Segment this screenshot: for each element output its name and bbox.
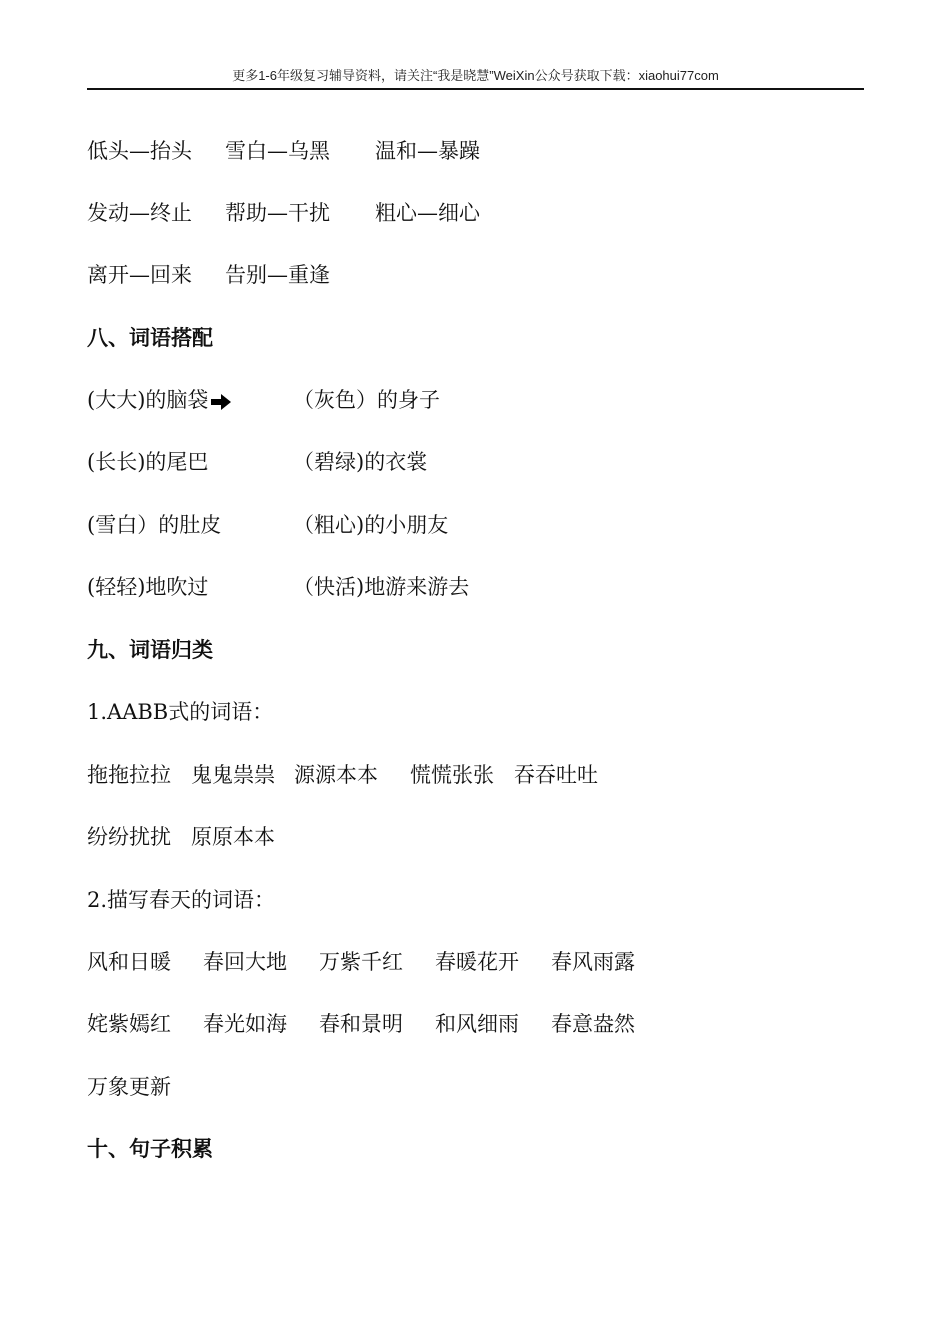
word: 春风雨露 xyxy=(551,950,635,974)
antonym-row xyxy=(87,199,480,227)
matching-row xyxy=(87,448,427,476)
matching-right: （灰色）的身子 xyxy=(293,388,440,412)
word: 春意盎然 xyxy=(551,1012,635,1036)
word: 吞吞吐吐 xyxy=(514,763,598,787)
matching-row xyxy=(87,511,448,539)
word: 春回大地 xyxy=(203,950,287,974)
word-row xyxy=(87,823,275,851)
word: 拖拖拉拉 xyxy=(87,763,171,787)
matching-left: (大大)的脑袋 xyxy=(87,386,293,414)
antonym-row xyxy=(87,261,330,289)
matching-left: (长长)的尾巴 xyxy=(87,450,209,474)
word: 万象更新 xyxy=(87,1075,171,1099)
matching-right: （粗心)的小朋友 xyxy=(293,513,449,537)
subsection-title: 2.描写春天的词语： xyxy=(87,888,276,912)
word-row xyxy=(87,1073,171,1101)
word: 风和日暖 xyxy=(87,950,171,974)
word: 春光如海 xyxy=(203,1012,287,1036)
matching-row xyxy=(87,573,469,601)
word-row xyxy=(87,948,635,976)
matching-right: （碧绿)的衣裳 xyxy=(293,450,428,474)
antonym-pair: 离开—回来 xyxy=(87,263,192,287)
antonym-pair: 温和—暴躁 xyxy=(375,139,480,163)
section-heading: 九、词语归类 xyxy=(87,638,213,662)
subsection-title: 1.AABB式的词语： xyxy=(87,700,274,724)
word: 春和景明 xyxy=(319,1012,403,1036)
word: 慌慌张张 xyxy=(410,763,494,787)
word: 鬼鬼祟祟 xyxy=(191,763,275,787)
word: 纷纷扰扰 xyxy=(87,825,171,849)
word: 春暖花开 xyxy=(435,950,519,974)
matching-right: （快活)地游来游去 xyxy=(293,575,470,599)
matching-left: (轻轻)地吹过 xyxy=(87,575,209,599)
word: 原原本本 xyxy=(191,825,275,849)
word-row xyxy=(87,1010,635,1038)
matching-left: (雪白）的肚皮 xyxy=(87,513,222,537)
section-heading: 十、句子积累 xyxy=(87,1137,213,1161)
section-heading: 八、词语搭配 xyxy=(87,326,213,350)
page-header: 更多1-6年级复习辅导资料，请关注“我是晓慧”WeiXin公众号获取下载：xiaohui77com xyxy=(87,66,864,90)
antonym-pair: 低头—抬头 xyxy=(87,139,192,163)
word: 姹紫嫣红 xyxy=(87,1012,171,1036)
antonym-pair: 告别—重逢 xyxy=(225,263,330,287)
antonym-pair: 帮助—干扰 xyxy=(225,201,330,225)
arrow-right-icon xyxy=(210,393,232,411)
antonym-pair: 粗心—细心 xyxy=(375,201,480,225)
matching-row xyxy=(87,386,440,414)
antonym-row xyxy=(87,137,480,165)
word: 源源本本 xyxy=(294,763,378,787)
word: 和风细雨 xyxy=(435,1012,519,1036)
antonym-pair: 发动—终止 xyxy=(87,201,192,225)
word: 万紫千红 xyxy=(319,950,403,974)
word-row xyxy=(87,761,598,789)
antonym-pair: 雪白—乌黑 xyxy=(225,139,330,163)
